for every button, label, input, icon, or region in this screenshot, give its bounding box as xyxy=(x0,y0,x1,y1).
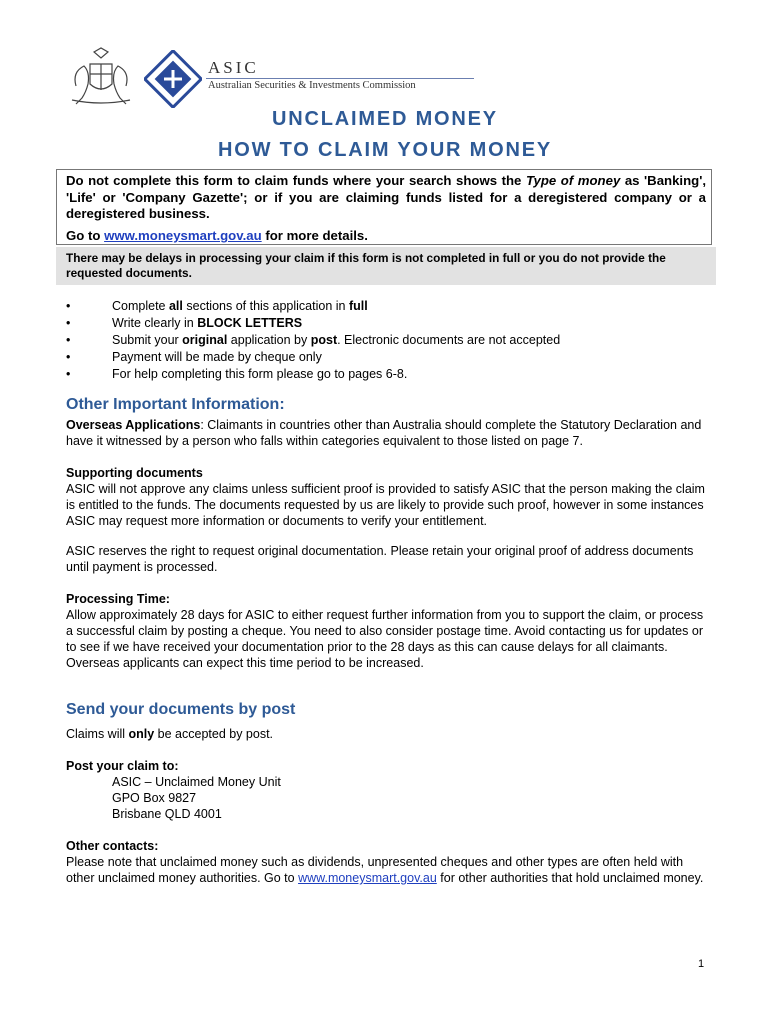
supporting-heading: Supporting documents xyxy=(66,466,203,480)
address-line: ASIC – Unclaimed Money Unit xyxy=(112,775,281,789)
asic-logo-icon xyxy=(144,50,202,108)
moneysmart-link[interactable]: www.moneysmart.gov.au xyxy=(104,228,262,243)
page-number: 1 xyxy=(698,958,705,970)
other-contacts-paragraph: Please note that unclaimed money such as dividends, unpresented cheques and other types are often held with other unclaimed money authorities. Go to www.moneysmart.gov.au for other authorities that hold unclaimed money. xyxy=(66,855,704,885)
send-heading: Send your documents by post xyxy=(66,701,296,718)
notice-text: Do not complete this form to claim funds where your search shows the Type of money as 'Banking', 'Life' or 'Company Gazette'; or if you are claiming funds listed for a deregistered company or a deregistered business. xyxy=(66,173,707,221)
reserve-paragraph: ASIC reserves the right to request original documentation. Please retain your original proof of address documents until payment is processed. xyxy=(66,544,694,574)
other-contacts-heading: Other contacts: xyxy=(66,839,159,853)
brand-full-name: Australian Securities & Investments Commission xyxy=(208,80,416,91)
address-line: GPO Box 9827 xyxy=(112,791,197,805)
title-line-1: UNCLAIMED MONEY xyxy=(272,108,498,130)
delay-notice-text: There may be delays in processing your claim if this form is not completed in full or you do not provide the requested documents. xyxy=(66,251,666,280)
title-line-2: HOW TO CLAIM YOUR MONEY xyxy=(218,139,552,161)
brand-divider xyxy=(206,78,474,79)
post-claim-heading: Post your claim to: xyxy=(66,759,179,773)
moneysmart-link[interactable]: www.moneysmart.gov.au xyxy=(298,871,437,885)
claims-post-only: Claims will only be accepted by post. xyxy=(66,727,274,741)
supporting-paragraph: ASIC will not approve any claims unless sufficient proof is provided to satisfy ASIC that the person making the claim is entitled to the funds. The documents requested by us are likely to provide such proof, however in some instances ASIC may request more information or documents to verify your entitlement. xyxy=(66,482,705,528)
notice-goto-line: Go to www.moneysmart.gov.au for more details. xyxy=(66,228,368,243)
processing-paragraph: Allow approximately 28 days for ASIC to either request further information from you to support the claim, or process a successful claim by posting a cheque. You need to also consider postage time. Avoid contacting us for updates or to see if we have received your documentation prior to the 28 days as this can cause delays for all claimants. Overseas applicants can expect this time period to be increased. xyxy=(66,608,704,670)
overseas-paragraph: Overseas Applications: Claimants in countries other than Australia should complete the Statutory Declaration and have it witnessed by a person who falls within categories equivalent to those listed on page 7. xyxy=(66,418,702,448)
other-info-heading: Other Important Information: xyxy=(66,396,285,413)
brand-name: ASIC xyxy=(208,58,259,77)
address-line: Brisbane QLD 4001 xyxy=(112,807,222,821)
processing-heading: Processing Time: xyxy=(66,592,170,606)
coat-of-arms-icon xyxy=(68,46,134,106)
